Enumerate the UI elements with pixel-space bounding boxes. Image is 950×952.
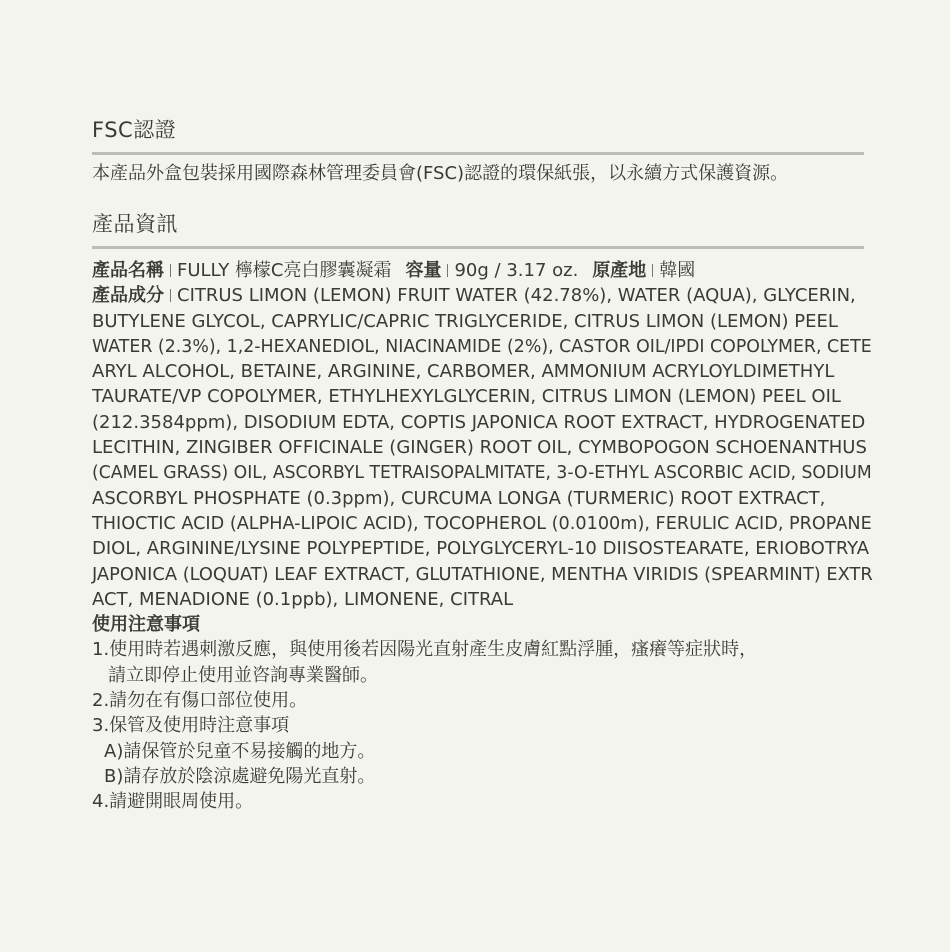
fsc-section [92, 116, 864, 186]
info-section [92, 210, 873, 815]
product-name-label: 產品名稱 [92, 260, 164, 281]
fsc-divider [92, 152, 864, 155]
capacity-label: 容量 [405, 260, 442, 281]
origin-label: 原產地 [592, 260, 647, 281]
ingredients-line: ASCORBYL PHOSPHATE (0.3ppm), CURCUMA LONGA (TURMERIC) ROOT EXTRACT, [92, 487, 826, 509]
caution-item: 1.使用時若遇刺激反應，與使用後若因陽光直射產生皮膚紅點浮腫，瘙癢等症狀時， [92, 639, 758, 661]
ingredients-line: JAPONICA (LOQUAT) LEAF EXTRACT, GLUTATHIONE, MENTHA VIRIDIS (SPEARMINT) EXTR [92, 563, 873, 585]
caution-item: A)請保管於兒童不易接觸的地方。 [104, 740, 376, 762]
caution-label: 使用注意事項 [92, 614, 200, 636]
caution-item: 3.保管及使用時注意事項 [92, 715, 290, 737]
ingredients-line: BUTYLENE GLYCOL, CAPRYLIC/CAPRIC TRIGLYCERIDE, CITRUS LIMON (LEMON) PEEL [92, 310, 838, 332]
ingredients-line: TAURATE/VP COPOLYMER, ETHYLHEXYLGLYCERIN, CITRUS LIMON (LEMON) PEEL OIL [92, 386, 841, 408]
ingredients-line: THIOCTIC ACID (ALPHA-LIPOIC ACID), TOCOPHEROL (0.0100m), FERULIC ACID, PROPANE [92, 512, 872, 534]
ingredients-line: ACT, MENADIONE (0.1ppb), LIMONENE, CITRAL [92, 588, 514, 610]
product-meta-line [92, 258, 864, 283]
ingredients-line: DIOL, ARGININE/LYSINE POLYPEPTIDE, POLYGLYCERYL-10 DIISOSTEARATE, ERIOBOTRYA [92, 538, 870, 560]
info-title: 產品資訊 [92, 212, 178, 236]
caution-item: B)請存放於陰涼處避免陽光直射。 [104, 765, 376, 787]
ingredients-line: LECITHIN, ZINGIBER OFFICINALE (GINGER) ROOT OIL, CYMBOPOGON SCHOENANTHUS [92, 437, 867, 459]
fsc-title: FSC認證 [92, 118, 177, 142]
ingredients-first-line [92, 283, 864, 308]
ingredients-line: (212.3584ppm), DISODIUM EDTA, COPTIS JAPONICA ROOT EXTRACT, HYDROGENATED [92, 411, 866, 433]
info-divider [92, 246, 864, 249]
caution-item: 4.請避開眼周使用。 [92, 791, 254, 813]
ingredients-block [92, 283, 873, 612]
product-name-value: FULLY 檸檬C亮白膠囊凝霜 [177, 260, 392, 281]
ingredients-line: (CAMEL GRASS) OIL, ASCORBYL TETRAISOPALMITATE, 3-O-ETHYL ASCORBIC ACID, SODIUM [92, 462, 872, 484]
separator [170, 264, 171, 277]
separator [652, 264, 653, 277]
ingredients-label: 產品成分 [92, 285, 164, 307]
capacity-value: 90g / 3.17 oz. [454, 260, 579, 281]
caution-block [92, 612, 864, 814]
separator [170, 289, 171, 302]
separator [447, 264, 448, 277]
ingredients-line: WATER (2.3%), 1,2-HEXANEDIOL, NIACINAMIDE (2%), CASTOR OIL/IPDI COPOLYMER, CETE [92, 335, 872, 357]
caution-item: 2.請勿在有傷口部位使用。 [92, 690, 308, 712]
origin-value: 韓國 [659, 260, 696, 281]
caution-item: 請立即停止使用並咨詢專業醫師。 [108, 664, 378, 686]
ingredients-line: CITRUS LIMON (LEMON) FRUIT WATER (42.78%), WATER (AQUA), GLYCERIN, [177, 285, 856, 307]
ingredients-line: ARYL ALCOHOL, BETAINE, ARGININE, CARBOMER, AMMONIUM ACRYLOYLDIMETHYL [92, 361, 835, 383]
fsc-text: 本產品外盒包裝採用國際森林管理委員會(FSC)認證的環保紙張，以永續方式保護資源。 [92, 163, 789, 184]
